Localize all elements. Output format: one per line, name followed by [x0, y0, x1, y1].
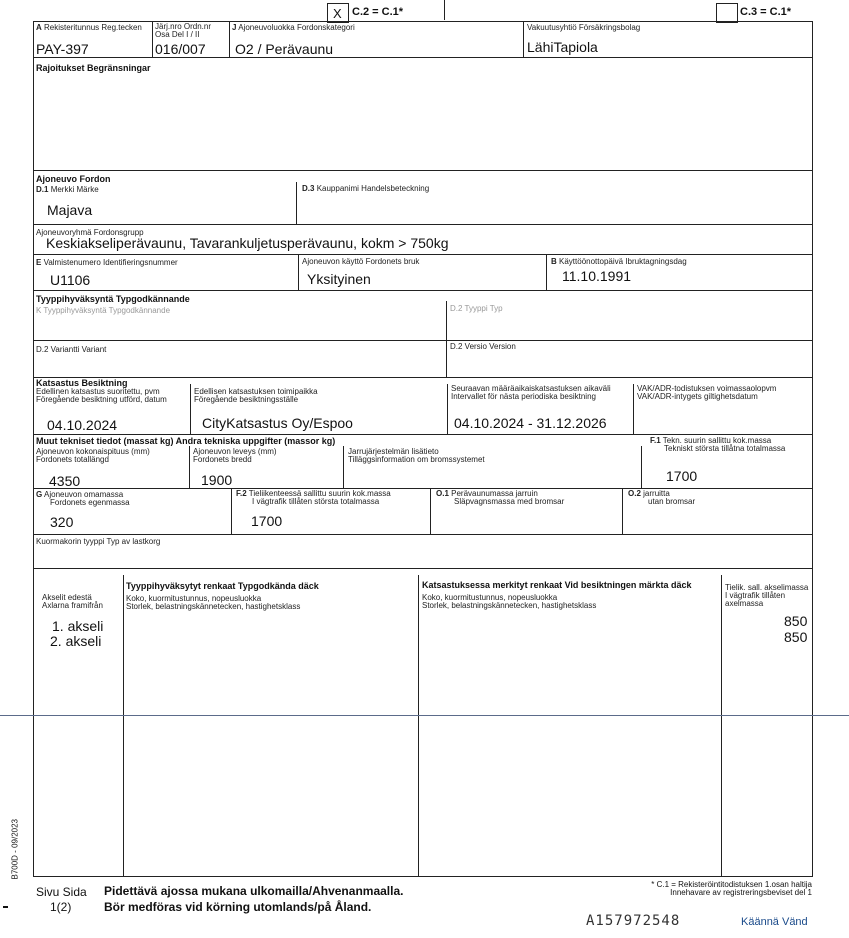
restrictions-label: Rajoitukset Begränsningar [36, 63, 151, 73]
inspection-section-title: Katsastus Besiktning [36, 378, 128, 388]
vehicle-use-value: Yksityinen [307, 271, 371, 287]
length-label: Ajoneuvon kokonaispituus (mm) Fordonets totallängd [36, 447, 150, 464]
axles-header-label: Akselit edestä Axlarna framifrån [42, 593, 103, 610]
part-label: Järj.nro Ordn.nr Osa Del I / II [155, 22, 212, 39]
brake-info-label: Jarrujärjestelmän lisätieto Tilläggsinformation om bromssystemet [348, 447, 485, 464]
insurance-value: LähiTapiola [527, 39, 598, 55]
vehicle-category-label: J Ajoneuvoluokka Fordonskategori [232, 23, 355, 32]
length-value: 4350 [49, 473, 81, 489]
insurance-label: Vakuutusyhtiö Försäkringsbolag [527, 23, 641, 32]
axle-2-label: 2. akseli [50, 633, 102, 649]
o2-label: O.2 jarruitta utan bromsar [628, 489, 696, 506]
page-label: Sivu Sida [36, 885, 87, 899]
c2-checkmark: X [333, 6, 342, 21]
d2-version-label: D.2 Versio Version [450, 342, 516, 351]
first-registration-value: 11.10.1991 [562, 268, 632, 284]
f2-label: F.2 Tieliikenteessä sallittu suurin kok.massa I vägtrafik tillåten största totalmassa [236, 489, 391, 506]
f1-label: F.1 Tekn. suurin sallittu kok.massa Tekniskt största tillåtna totalmassa [650, 436, 786, 453]
reg-number-value: PAY-397 [36, 41, 89, 57]
c2-label: C.2 = C.1* [352, 6, 404, 18]
axle-2-mass: 850 [784, 629, 808, 645]
trade-name-label: D.3 Kauppanimi Handelsbeteckning [302, 184, 430, 193]
axle-1-label: 1. akseli [52, 618, 104, 634]
f1-value: 1700 [666, 468, 698, 484]
approved-tyres-subtitle: Koko, kuormitustunnus, nopeusluokka Storlek, belastningskännetecken, hastighetsklass [126, 594, 301, 611]
c3-label: C.3 = C.1* [740, 6, 792, 18]
notice-fi: Pidettävä ajossa mukana ulkomailla/Ahvenanmaalla. [104, 884, 404, 898]
part-value: 016/007 [155, 41, 206, 57]
d2-variant-label: D.2 Variantti Variant [36, 345, 107, 354]
first-registration-label: B Käyttöönottopäivä Ibruktagningsdag [551, 257, 687, 266]
c3-checkbox[interactable] [716, 3, 738, 23]
page-value: 1(2) [50, 900, 72, 914]
vin-label: E Valmistenumero Identifieringsnummer [36, 258, 178, 267]
vehicle-use-label: Ajoneuvon käyttö Fordonets bruk [302, 257, 420, 266]
f2-value: 1700 [251, 513, 283, 529]
form-code: B700D - 09/2023 [10, 819, 20, 880]
next-inspection-value: 04.10.2024 - 31.12.2026 [454, 415, 607, 431]
vehicle-category-value: O2 / Perävaunu [235, 41, 334, 57]
reg-number-label: A Rekisteritunnus Reg.tecken [36, 23, 142, 32]
own-mass-value: 320 [50, 514, 74, 530]
make-value: Majava [47, 202, 93, 218]
inspection-place-value: CityKatsastus Oy/Espoo [202, 415, 353, 431]
body-type-label: Kuormakorin tyyppi Typ av lastkorg [36, 537, 161, 546]
notice-sv: Bör medföras vid körning utomlands/på Åland. [104, 900, 372, 914]
inspected-tyres-title: Katsastuksessa merkityt renkaat Vid besiktningen märkta däck [422, 580, 692, 590]
width-label: Ajoneuvon leveys (mm) Fordonets bredd [193, 447, 277, 464]
inspection-place-label: Edellisen katsastuksen toimipaikka Föregående besiktningsställe [194, 387, 318, 404]
vehicle-section-title: Ajoneuvo Fordon [36, 174, 111, 184]
width-value: 1900 [201, 472, 233, 488]
prev-inspection-label: Edellinen katsastus suoritettu, pvm Föregående besiktning utförd, datum [36, 387, 167, 404]
vehicle-group-value: Keskiakseliperävaunu, Tavarankuljetusperävaunu, kokm > 750kg [46, 235, 449, 251]
vak-adr-label: VAK/ADR-todistuksen voimassaolopvm VAK/ADR-intygets giltighetsdatum [637, 384, 777, 401]
make-label: D.1 Merkki Märke [36, 185, 99, 194]
margin-mark [3, 906, 8, 908]
approved-tyres-title: Tyyppihyväksytyt renkaat Typgodkända däck [126, 581, 319, 591]
c1-footnote: * C.1 = Rekisteröintitodistuksen 1.osan haltija Innehavare av registreringsbeviset del 1 [651, 880, 812, 897]
axle-mass-label: Tielik. sall. akselimassa I vägtrafik tillåten axelmassa [725, 583, 809, 608]
type-approval-section-title: Tyyppihyväksyntä Typgodkännande [36, 294, 190, 304]
inspected-tyres-subtitle: Koko, kuormitustunnus, nopeusluokka Storlek, belastningskännetecken, hastighetsklass [422, 593, 597, 610]
d2-type-label: D.2 Tyyppi Typ [450, 304, 503, 313]
o1-label: O.1 Perävaunumassa jarruin Släpvagnsmassa med bromsar [436, 489, 565, 506]
next-inspection-label: Seuraavan määräaikaiskatsastuksen aikaväli Intervallet för nästa periodiska besiktning [451, 384, 611, 401]
type-approval-k-label: K Tyyppihyväksyntä Typgodkännande [36, 306, 171, 315]
axle-1-mass: 850 [784, 613, 808, 629]
prev-inspection-value: 04.10.2024 [47, 417, 118, 433]
vehicle-group-label: Ajoneuvoryhmä Fordonsgrupp [36, 228, 144, 237]
turn-page-label: Käännä Vänd [741, 916, 808, 928]
own-mass-label: G Ajoneuvon omamassa Fordonets egenmassa [36, 490, 130, 507]
technical-section-title: Muut tekniset tiedot (massat kg) Andra tekniska uppgifter (massor kg) [36, 436, 336, 446]
vin-value: U1106 [50, 272, 91, 288]
c2-checkbox[interactable] [327, 3, 349, 23]
serial-number: A157972548 [586, 913, 681, 929]
